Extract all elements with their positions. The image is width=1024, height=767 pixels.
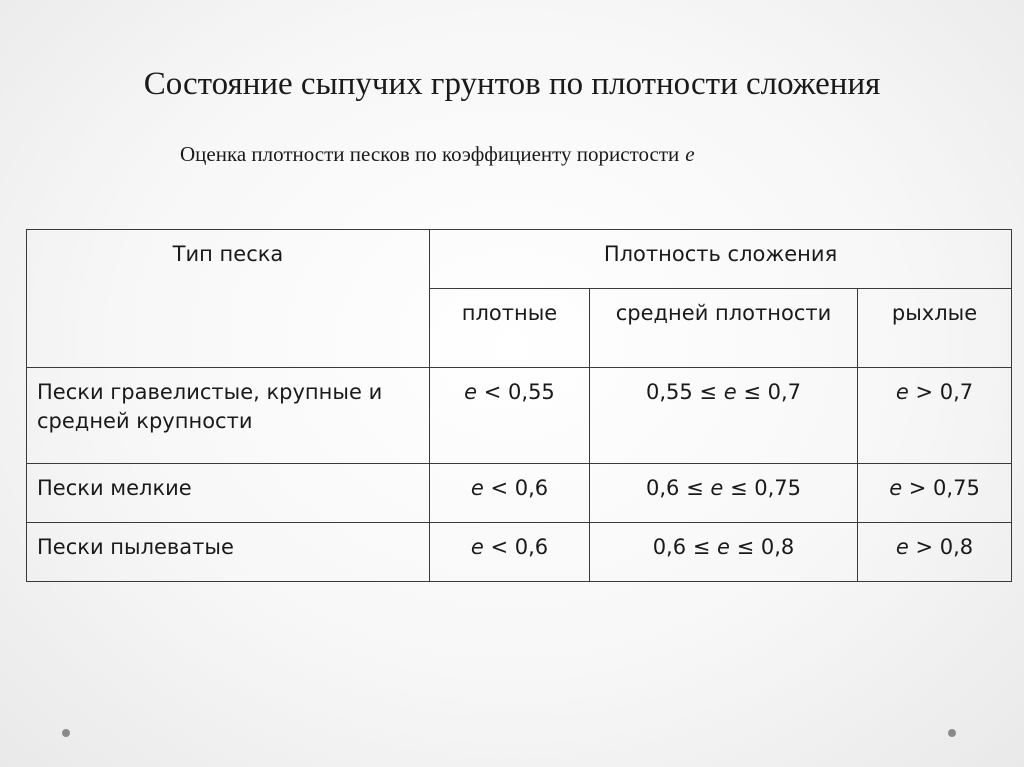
var-e: e bbox=[470, 535, 484, 559]
loose-condition: > 0,75 bbox=[902, 476, 980, 500]
header-density: Плотность сложения bbox=[430, 230, 1012, 289]
medium-upper: ≤ 0,8 bbox=[729, 535, 795, 559]
dense-condition: < 0,55 bbox=[477, 380, 555, 404]
medium-upper: ≤ 0,7 bbox=[736, 380, 801, 404]
header-sand-type: Тип песка bbox=[27, 230, 430, 368]
medium-cell bbox=[590, 368, 858, 464]
slide-dot-left bbox=[62, 729, 70, 737]
caption-variable: e bbox=[685, 142, 695, 166]
sand-type-cell: Пески мелкие bbox=[27, 464, 430, 523]
table-row bbox=[27, 523, 1012, 582]
medium-lower: 0,55 ≤ bbox=[646, 380, 724, 404]
sand-type-cell: Пески гравелистые, крупные и средней крупности bbox=[27, 368, 430, 464]
var-e: e bbox=[895, 535, 909, 559]
dense-cell bbox=[430, 523, 590, 582]
var-e: e bbox=[889, 476, 903, 500]
table-caption bbox=[180, 142, 695, 167]
loose-cell bbox=[858, 523, 1012, 582]
table-row bbox=[27, 368, 1012, 464]
sand-type-cell: Пески пылеватые bbox=[27, 523, 430, 582]
medium-upper: ≤ 0,75 bbox=[723, 476, 801, 500]
caption-text: Оценка плотности песков по коэффициенту пористости bbox=[180, 142, 680, 166]
table-row bbox=[27, 464, 1012, 523]
header-loose: рыхлые bbox=[858, 289, 1012, 368]
var-e: e bbox=[710, 476, 724, 500]
var-e: e bbox=[470, 476, 484, 500]
var-e: e bbox=[464, 380, 478, 404]
slide-dot-right bbox=[948, 729, 956, 737]
slide-title: Состояние сыпучих грунтов по плотности сложения bbox=[143, 66, 881, 102]
loose-condition: > 0,7 bbox=[908, 380, 974, 404]
dense-cell bbox=[430, 368, 590, 464]
loose-cell bbox=[858, 464, 1012, 523]
dense-condition: < 0,6 bbox=[483, 476, 549, 500]
loose-condition: > 0,8 bbox=[908, 535, 974, 559]
var-e: e bbox=[895, 380, 909, 404]
header-medium: средней плотности bbox=[590, 289, 858, 368]
medium-cell bbox=[590, 523, 858, 582]
header-dense: плотные bbox=[430, 289, 590, 368]
table-header-row bbox=[27, 230, 1012, 289]
var-e: e bbox=[717, 535, 730, 559]
loose-cell bbox=[858, 368, 1012, 464]
dense-cell bbox=[430, 464, 590, 523]
density-table bbox=[26, 229, 1012, 582]
medium-lower: 0,6 ≤ bbox=[652, 535, 718, 559]
medium-cell bbox=[590, 464, 858, 523]
medium-lower: 0,6 ≤ bbox=[646, 476, 711, 500]
var-e: e bbox=[723, 380, 737, 404]
dense-condition: < 0,6 bbox=[483, 535, 549, 559]
